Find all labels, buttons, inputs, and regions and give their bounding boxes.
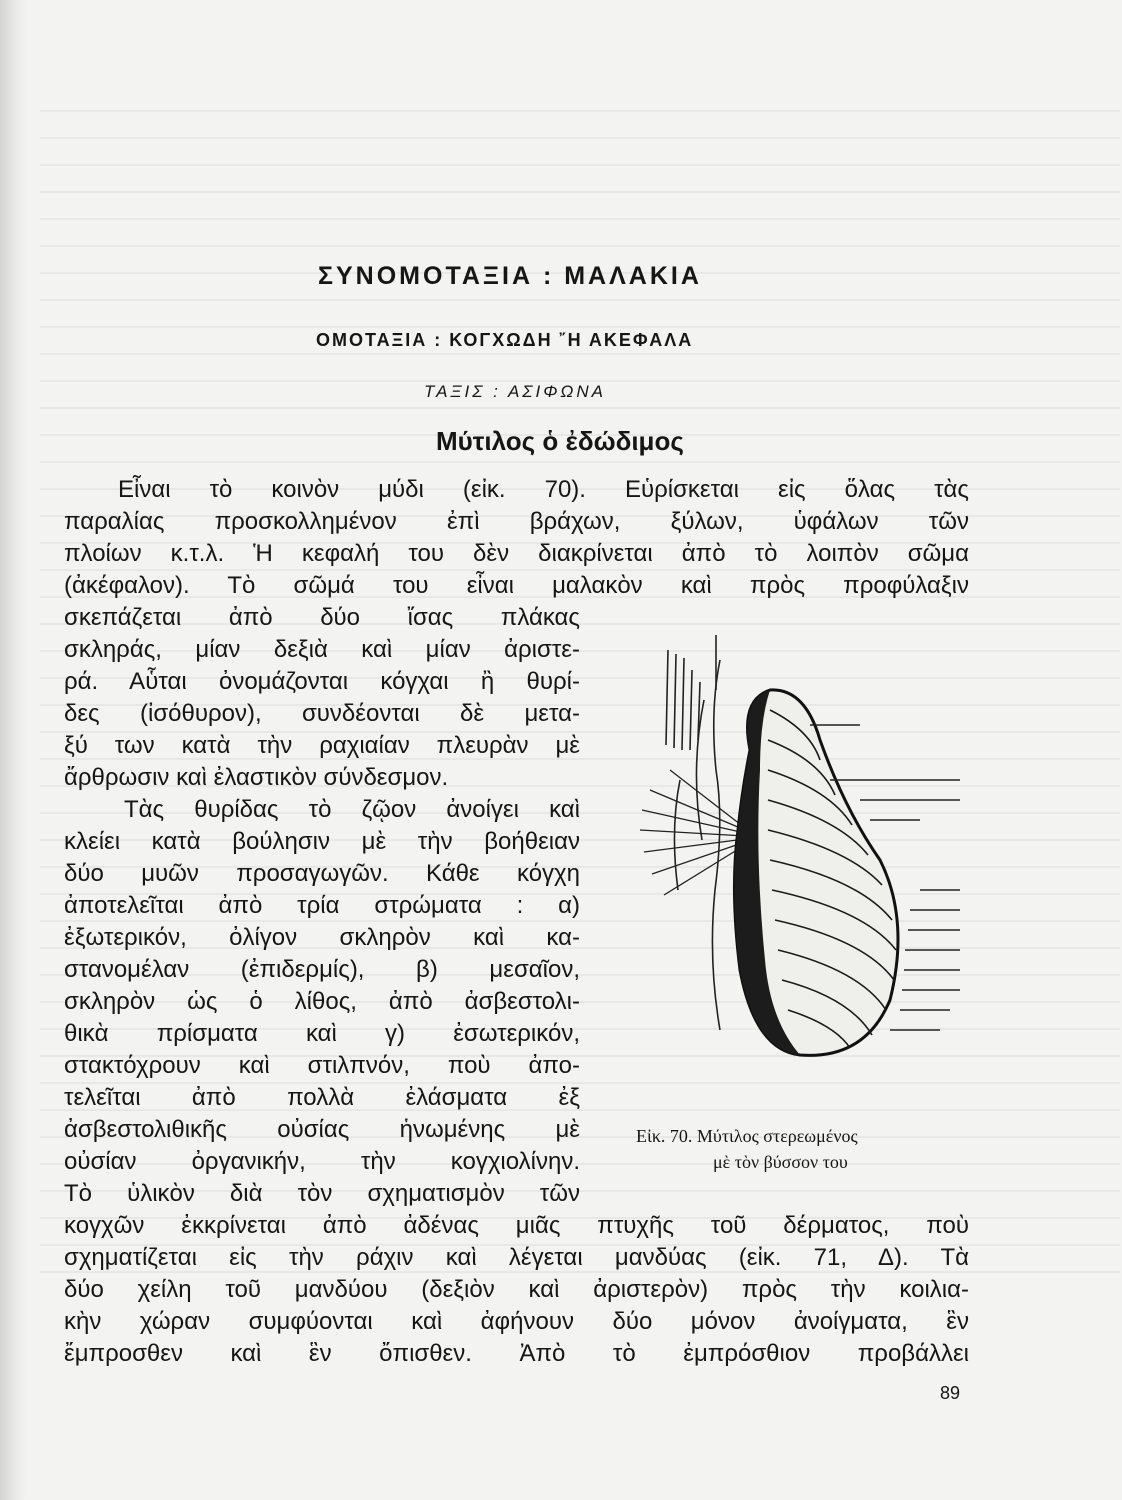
body-line: σκεπάζεται ἀπὸ δύο ἴσας πλάκας [64, 604, 580, 631]
body-line: οὐσίαν ὀργανικήν, τὴν κογχιολίνην. [64, 1148, 580, 1175]
body-line: Τὸ ὑλικὸν διὰ τὸν σχηματισμὸν τῶν [64, 1180, 580, 1207]
body-line: παραλίας προσκολλημένον ἐπὶ βράχων, ξύλων, ὑφάλων τῶν [64, 508, 969, 535]
order-heading: ΤΑΞΙΣ : ΑΣΙΦΩΝΑ [424, 382, 606, 401]
body-line: ἐξωτερικόν, ὀλίγον σκληρὸν καὶ κα- [64, 924, 580, 951]
body-line: ρά. Αὗται ὀνομάζονται κόγχαι ἢ θυρί- [64, 668, 580, 695]
body-line: ἀποτελεῖται ἀπὸ τρία στρώματα : α) [64, 892, 580, 919]
body-line: κλείει κατὰ βούλησιν μὲ τὴν βοήθειαν [64, 828, 580, 855]
body-line: δύο μυῶν προσαγωγῶν. Κάθε κόγχη [64, 860, 580, 887]
body-line: σχηματίζεται εἰς τὴν ράχιν καὶ λέγεται μανδύας (εἰκ. 71, Δ). Τὰ [64, 1244, 969, 1271]
body-line: σκληρὸν ὡς ὁ λίθος, ἀπὸ ἀσβεστολι- [64, 988, 580, 1015]
body-line: δες (ἰσόθυρον), συνδέονται δὲ μετα- [64, 700, 580, 727]
body-line: σκληράς, μίαν δεξιὰ καὶ μίαν ἀριστε- [64, 636, 580, 663]
body-line: κὴν χώραν συμφύονται καὶ ἀφήνουν δύο μόνον ἀνοίγματα, ἓν [64, 1308, 969, 1335]
mussel-illustration-icon [620, 630, 965, 1080]
figure-caption: Εἰκ. 70. Μύτιλος στερεωμένος [636, 1126, 858, 1146]
page-number: 89 [940, 1383, 961, 1403]
class-heading: ΟΜΟΤΑΞΙΑ : ΚΟΓΧΩΔΗ ῎Η ΑΚΕΦΑΛΑ [316, 330, 694, 350]
body-line: ἄρθρωσιν καὶ ἐλαστικὸν σύνδεσμον. [64, 764, 449, 791]
body-line: ἀσβεστολιθικῆς οὐσίας ἡνωμένης μὲ [64, 1116, 580, 1143]
body-line: (ἀκέφαλον). Τὸ σῶμά του εἶναι μαλακὸν καὶ πρὸς προφύλαξιν [64, 572, 969, 599]
phylum-heading: ΣΥΝΟΜΟΤΑΞΙΑ : ΜΑΛΑΚΙΑ [318, 262, 702, 290]
body-line: θικὰ πρίσματα καὶ γ) ἐσωτερικόν, [64, 1020, 580, 1047]
body-line: κογχῶν ἐκκρίνεται ἀπὸ ἀδένας μιᾶς πτυχῆς τοῦ δέρματος, ποὺ [64, 1212, 969, 1239]
body-line: ξύ των κατὰ τὴν ραχιαίαν πλευρὰν μὲ [64, 732, 580, 759]
figure-caption-continued: μὲ τὸν βύσσον του [713, 1152, 848, 1172]
book-spine-shadow [0, 0, 26, 1500]
body-line: ἔμπροσθεν καὶ ἓν ὄπισθεν. Ἀπὸ τὸ ἐμπρόσθιον προβάλλει [64, 1340, 969, 1367]
body-line: δύο χείλη τοῦ μανδύου (δεξιὸν καὶ ἀριστερὸν) πρὸς τὴν κοιλια- [64, 1276, 969, 1303]
body-line: Τὰς θυρίδας τὸ ζῷον ἀνοίγει καὶ [124, 796, 580, 823]
body-line: Εἶναι τὸ κοινὸν μύδι (εἰκ. 70). Εὑρίσκεται εἰς ὅλας τὰς [118, 476, 969, 503]
body-line: πλοίων κ.τ.λ. Ἡ κεφαλή του δὲν διακρίνεται ἀπὸ τὸ λοιπὸν σῶμα [64, 540, 969, 567]
body-line: τελεῖται ἀπὸ πολλὰ ἐλάσματα ἐξ [64, 1084, 580, 1111]
body-line: στακτόχρουν καὶ στιλπνόν, ποὺ ἀπο- [64, 1052, 580, 1079]
body-line: στανομέλαν (ἐπιδερμίς), β) μεσαῖον, [64, 956, 580, 983]
species-heading: Μύτιλος ὁ ἐδώδιμος [436, 426, 684, 456]
